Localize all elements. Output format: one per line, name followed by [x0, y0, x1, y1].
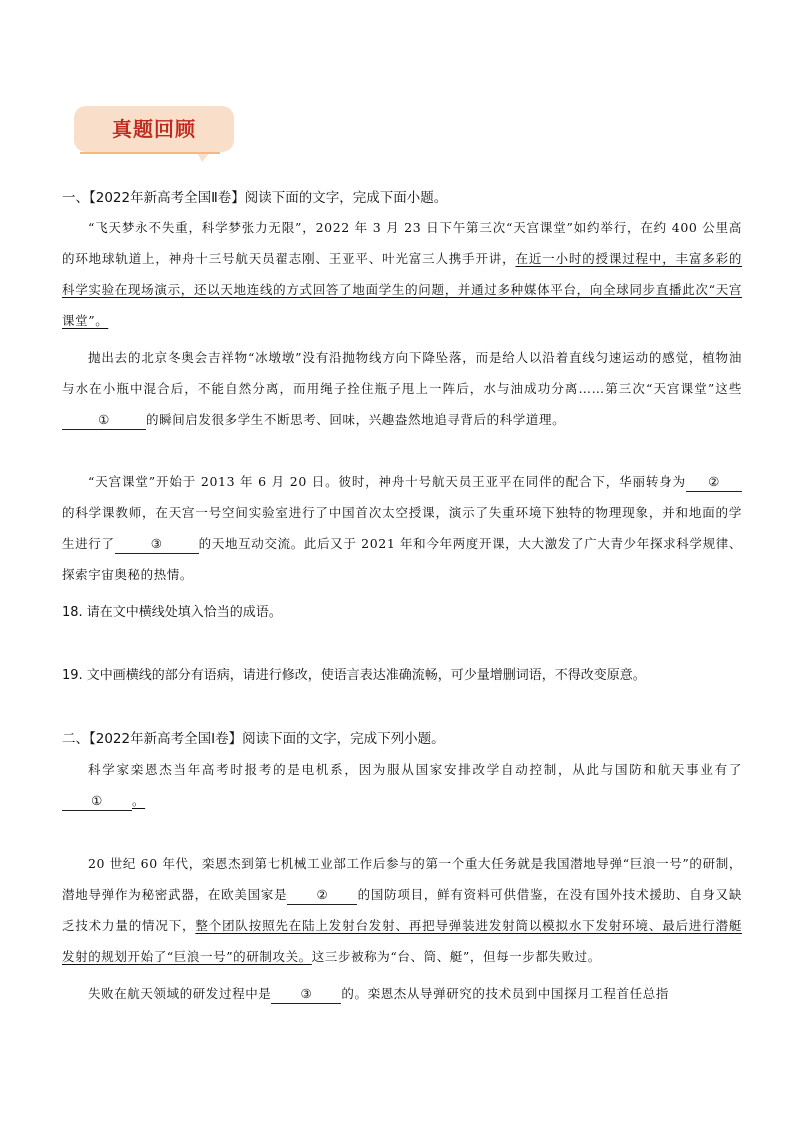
q1-p3-text-c: 的天地互动交流。此后又于 2021 年和今年两度开课，大大激发了广大青少年探求科学规律、探索宇宙奥秘的热情。 [62, 536, 742, 582]
q1-p1-text: “飞天梦永不失重，科学梦张力无限”，2022 年 3 月 23 日下午第三次“天宫课堂”如约举行，在约 400 公里高的环地球轨道上，神舟十三号航天员翟志刚、王亚平、叶光富三人携手开讲， [62, 220, 742, 266]
q2-paragraph-2 [62, 848, 742, 972]
q2-blank-2[interactable]: ② [287, 886, 357, 905]
q2-header: 二、【2022年新高考全国Ⅰ卷】阅读下面的文字，完成下列小题。 [62, 731, 445, 747]
q1-blank-3[interactable]: ③ [115, 535, 199, 554]
q2-p1-text-a: 科学家栾恩杰当年高考时报考的是电机系，因为服从国家安排改学自动控制，从此与国防和航天事业有了 [88, 762, 742, 777]
q2-paragraph-3 [62, 978, 742, 1009]
q2-p1-text-b: 。 [132, 793, 146, 808]
badge-underline [80, 152, 220, 154]
q1-p3-text-b: 的科学课教师，在天宫一号空间实验室进行了中国首次太空授课，演示了失重环境下独特的物理现象，并和地面的学生进行了 [62, 505, 742, 551]
section-badge [74, 106, 234, 152]
q2-p3-text-a: 失败在航天领域的研发过程中是 [88, 986, 272, 1001]
question-18: 18. 请在文中横线处填入恰当的成语。 [62, 605, 282, 620]
q2-blank-1[interactable]: ① [62, 792, 132, 811]
q1-paragraph-3 [62, 466, 742, 590]
q1-p2-text-b: 的瞬间启发很多学生不断思考、回味，兴趣盎然地追寻背后的科学道理。 [146, 412, 566, 427]
q2-paragraph-1 [62, 754, 742, 816]
q2-p2-text-a: 20 世纪 60 年代，栾恩杰到第七机械工业部工作后参与的第一个重大任务就是我国潜地导弹“巨浪一号”的研制，潜地导弹作为秘密武器，在欧美国家是 [62, 856, 742, 902]
question-19: 19. 文中画横线的部分有语病，请进行修改，使语言表达准确流畅，可少量增删词语，不得改变原意。 [62, 668, 646, 683]
q1-blank-2[interactable]: ② [686, 473, 742, 492]
q2-p2-text-b: 的国防项目，鲜有资料可供借鉴，在没有国外技术援助、自身又缺乏技术力量的情况下， [62, 887, 742, 933]
q1-blank-1[interactable]: ① [62, 411, 146, 430]
q1-p2-text-a: 抛出去的北京冬奥会吉祥物“冰墩墩”没有沿抛物线方向下降坠落，而是给人以沿着直线匀速运动的感觉，植物油与水在小瓶中混合后，不能自然分离，而用绳子拴住瓶子甩上一阵后，水与油成功分离……第三次“天宫课堂”这些 [62, 350, 742, 396]
q1-p3-text-a: “天宫课堂”开始于 2013 年 6 月 20 日。彼时，神舟十号航天员王亚平在同伴的配合下，华丽转身为 [88, 474, 686, 489]
q2-p2-underlined: 整个团队按照先在陆上发射台发射、再把导弹装进发射筒以模拟水下发射环境、最后进行潜艇发射的规划开始了“巨浪一号”的研制攻关。 [62, 918, 742, 964]
q2-p3-text-b: 的。栾恩杰从导弹研究的技术员到中国探月工程首任总指 [341, 986, 669, 1001]
q2-p2-text-c: 这三步被称为“台、筒、艇”，但每一步都失败过。 [311, 949, 601, 964]
section-badge-title: 真题回顾 [112, 117, 196, 141]
q1-p1-underlined: 在近一小时的授课过程中，丰富多彩的科学实验在现场演示，还以天地连线的方式回答了地面学生的问题，并通过多种媒体平台，向全球同步直播此次“天宫课堂”。 [62, 251, 743, 328]
q1-header: 一、【2022年新高考全国Ⅱ卷】阅读下面的文字，完成下面小题。 [62, 190, 448, 206]
q2-blank-3[interactable]: ③ [271, 985, 341, 1004]
q1-paragraph-1 [62, 212, 742, 336]
q1-paragraph-2 [62, 342, 742, 435]
